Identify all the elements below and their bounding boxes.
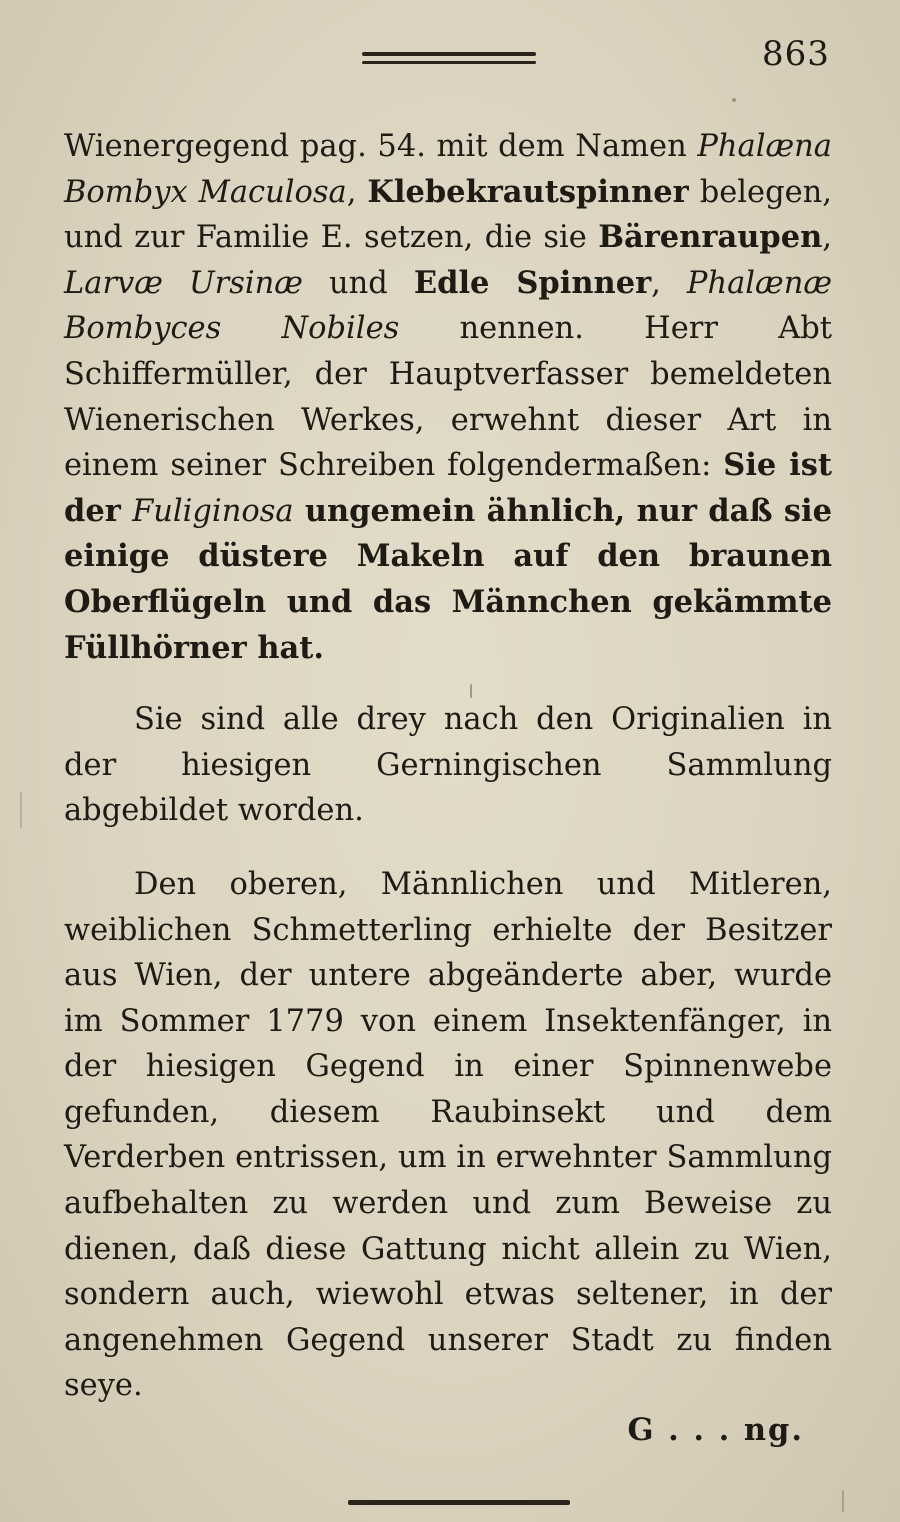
text-segment: nennen. Herr Abt Schiffermüller, der Hauptverfasser bemeldeten Wienerischen Werkes, erwehnt dieser Art in einem seiner Schreiben folgendermaßen:: [64, 311, 833, 484]
text-segment: und: [302, 265, 414, 301]
paper-speck: [20, 792, 22, 828]
text-segment: Den oberen, Männlichen und Mitleren, weiblichen Schmetterling erhielte der Besitzer aus Wien, der untere abgeänderte aber, wurde im Sommer 1779 von einem Insektenfänger, in der hiesigen Gegend in einer Spinnenwebe gefunden, diesem Raubinsekt und dem Verderben entrissen, um in erwehnter Sammlung aufbehalten zu werden und zum Beweise zu dienen, daß diese Gattung nicht allein zu Wien, sondern auch, wiewohl etwas seltener, in der angenehmen Gegend unserer Stadt zu finden seye.: [64, 866, 832, 1404]
text-segment: ,: [346, 174, 368, 210]
text-segment: belegen, und zur Familie E. setzen, die sie: [64, 174, 832, 256]
header-ornament-rule: [362, 50, 536, 68]
text-segment: Sie ist der: [64, 447, 833, 529]
text-segment: Klebekrautspinner: [367, 173, 689, 210]
paper-speck: [732, 98, 736, 102]
text-segment: Edle Spinner: [413, 264, 652, 301]
text-segment: Phalæna Bombyx Maculosa: [64, 129, 832, 210]
page-number: 863: [762, 34, 830, 74]
paragraph-1: [64, 124, 832, 671]
text-segment: Fuliginosa: [132, 493, 294, 529]
text-segment: Sie sind alle drey nach den Originalien in der hiesigen Gerningischen Sammlung abgebildet worden.: [64, 702, 832, 829]
text-segment: Bärenraupen: [598, 219, 823, 256]
footer-ornament-rule: [348, 1500, 570, 1505]
paragraph-2: [64, 697, 832, 834]
text-segment: Wienergegend pag. 54. mit dem Namen: [64, 129, 698, 164]
body-text: [64, 124, 832, 1409]
paper-speck: [842, 1490, 844, 1512]
text-segment: ,: [651, 265, 687, 301]
text-segment: ungemein ähnlich, nur daß sie einige düstere Makeln auf den braunen Oberflügeln und das Männchen gekämmte Füllhörner hat.: [64, 492, 832, 666]
text-segment: Phalænæ Bombyces Nobiles: [64, 265, 833, 347]
text-segment: ,: [822, 220, 832, 256]
paragraph-3: [64, 862, 832, 1409]
text-segment: Larvæ Ursinæ: [64, 265, 303, 301]
author-signature: G . . . ng.: [627, 1412, 804, 1448]
